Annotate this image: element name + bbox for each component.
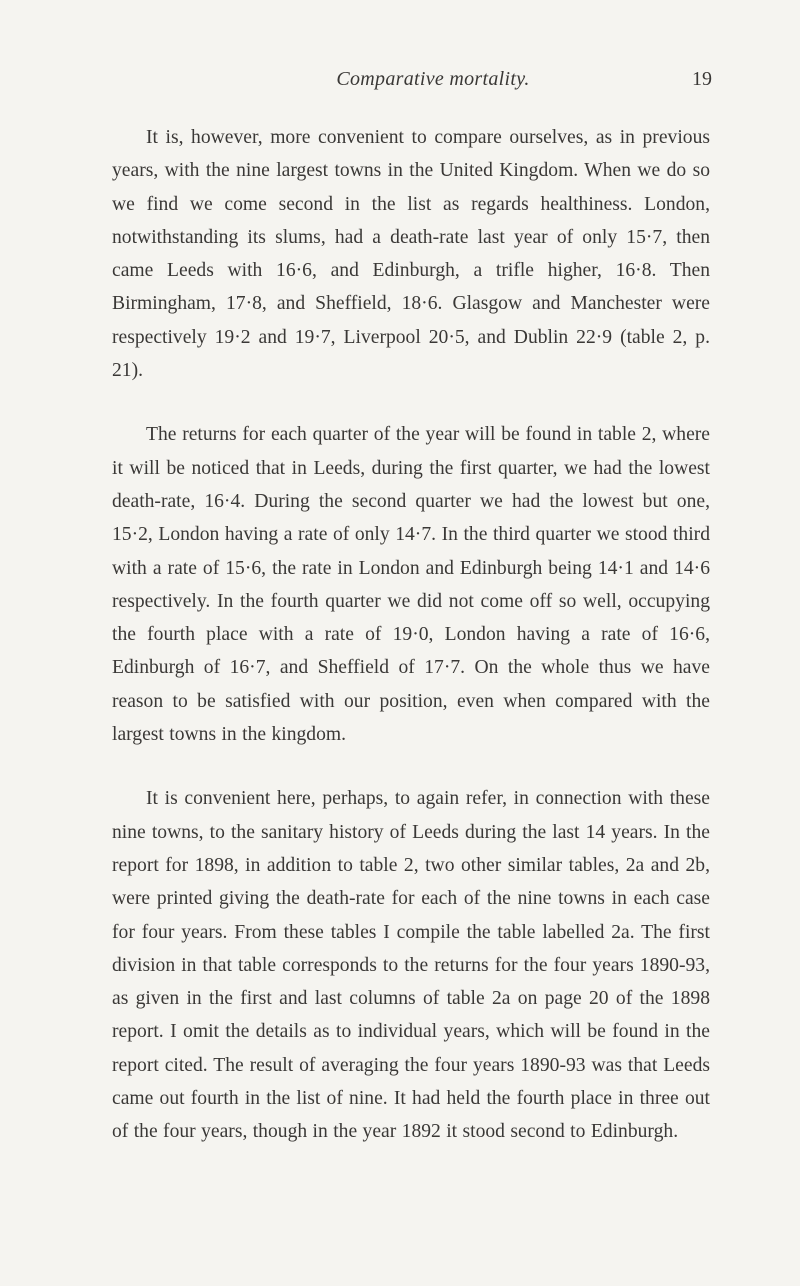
- paragraph-comparison-nine-towns: It is, however, more convenient to compare ourselves, as in previous years, with the nine largest towns in the United Kingdom. When we do so we find we come second in the list as regards healthiness. London, notwithstanding its slums, had a death-rate last year of only 15·7, then came Leeds with 16·6, and Edinburgh, a trifle higher, 16·8. Then Birmingham, 17·8, and Sheffield, 18·6. Glasgow and Manchester were respectively 19·2 and 19·7, Liverpool 20·5, and Dublin 22·9 (table 2, p. 21).: [112, 127, 710, 382]
- paragraph-quarterly-returns: The returns for each quarter of the year will be found in table 2, where it will be noticed that in Leeds, during the first quarter, we had the lowest death-rate, 16·4. During the second quarter we had the lowest but one, 15·2, London having a rate of only 14·7. In the third quarter we stood third with a rate of 15·6, the rate in London and Edinburgh being 14·1 and 14·6 respectively. In the fourth quarter we did not come off so well, occupying the fourth place with a rate of 19·0, London having a rate of 16·6, Edinburgh of 16·7, and Sheffield of 17·7. On the whole thus we have reason to be satisfied with our position, even when compared with the largest towns in the kingdom.: [112, 424, 710, 746]
- page-header: [168, 68, 712, 104]
- page-number: 19: [692, 68, 712, 90]
- body-text: [112, 121, 710, 1149]
- paragraph-sanitary-history: It is convenient here, perhaps, to again refer, in connection with these nine towns, to the sanitary history of Leeds during the last 14 years. In the report for 1898, in addition to table 2, two other similar tables, 2a and 2b, were printed giving the death-rate for each of the nine towns in each case for four years. From these tables I compile the table labelled 2a. The first division in that table corresponds to the returns for the four years 1890-93, as given in the first and last columns of table 2a on page 20 of the 1898 report. I omit the details as to individual years, which will be found in the report cited. The result of averaging the four years 1890-93 was that Leeds came out fourth in the list of nine. It had held the fourth place in three out of the four years, though in the year 1892 it stood second to Edinburgh.: [112, 788, 710, 1143]
- running-title: Comparative mortality.: [336, 68, 530, 90]
